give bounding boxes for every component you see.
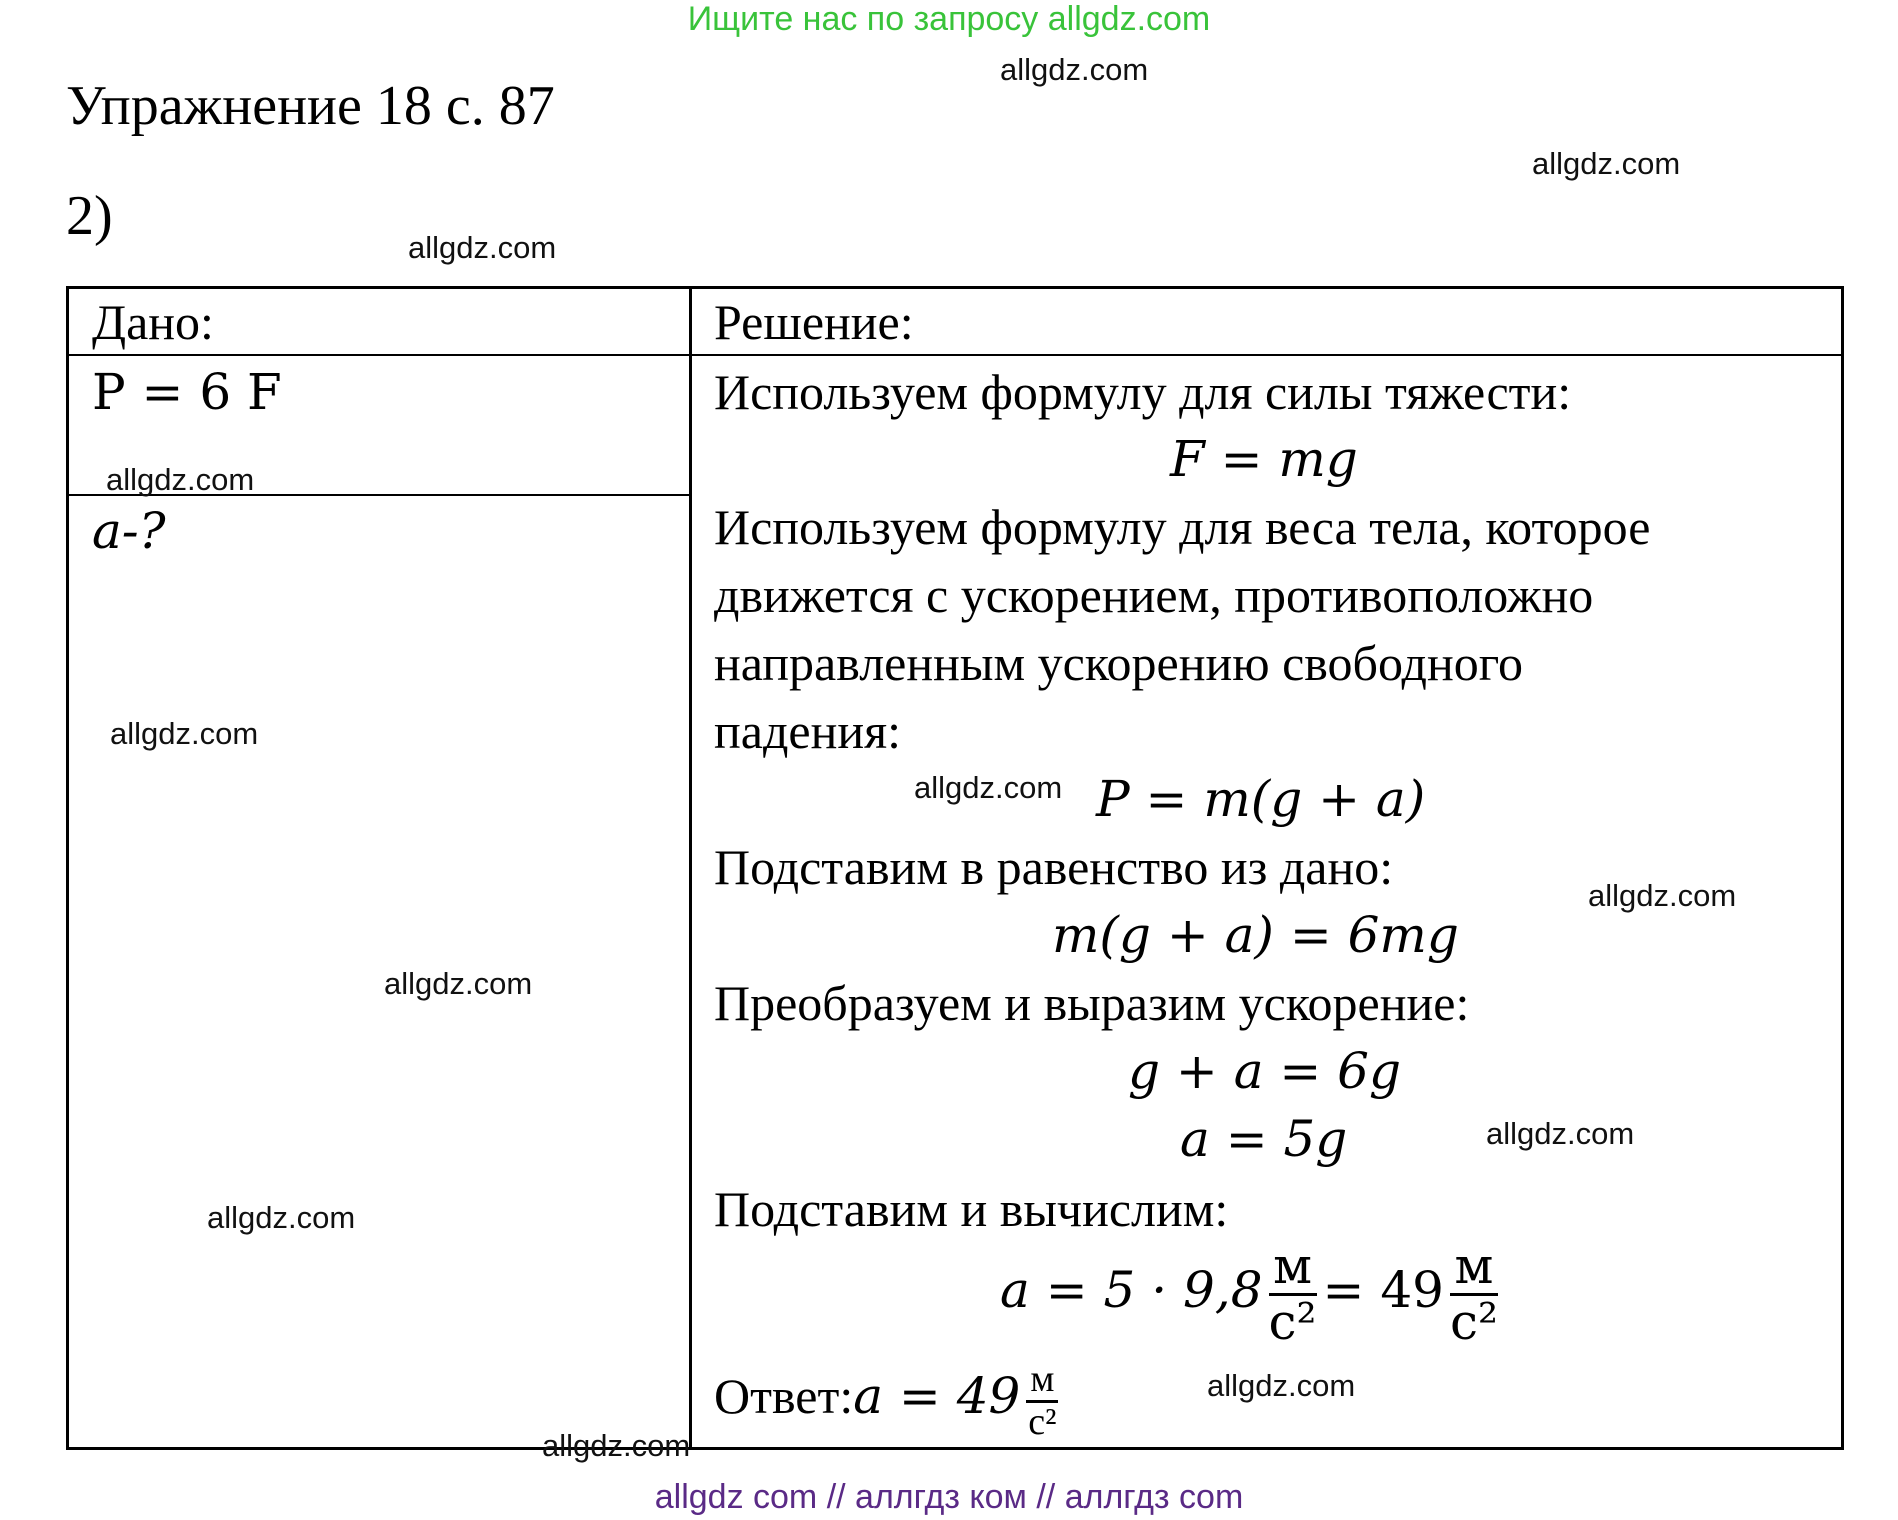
watermark: allgdz.com — [1532, 146, 1681, 181]
footer-links: allgdz com // аллгдз ком // аллгдз com — [654, 1478, 1244, 1516]
solution-line-2a: Используем формулу для веса тела, которое — [714, 499, 1651, 555]
equation-calculation — [1000, 1237, 1504, 1351]
unit-denominator: с² — [1449, 1292, 1499, 1351]
solution-line-2b: движется с ускорением, противоположно — [714, 567, 1594, 623]
part-label: 2) — [66, 185, 113, 247]
equation-gravity: F = mg — [1170, 430, 1358, 488]
unit-numerator: м — [1026, 1360, 1058, 1403]
top-banner: Ищите нас по запросу allgdz.com — [687, 0, 1211, 38]
watermark: allgdz.com — [1000, 52, 1149, 87]
watermark: allgdz.com — [106, 462, 255, 497]
calc-result: = 49 — [1322, 1261, 1444, 1319]
watermark: allgdz.com — [408, 230, 557, 265]
watermark: allgdz.com — [542, 1428, 691, 1463]
page-title: Упражнение 18 с. 87 — [66, 75, 555, 137]
calc-left: a = 5 · 9,8 — [1000, 1261, 1263, 1319]
watermark: allgdz.com — [1486, 1116, 1635, 1151]
unit-fraction — [1449, 1237, 1499, 1351]
solution-line-2d: падения: — [714, 703, 901, 759]
equation-rearranged: g + a = 6g — [1128, 1042, 1401, 1100]
header-divider — [66, 354, 1844, 356]
given-header: Дано: — [92, 294, 214, 350]
solution-line-3: Подставим в равенство из дано: — [714, 839, 1394, 895]
equation-weight: P = m(g + a) — [1096, 770, 1426, 828]
watermark: allgdz.com — [384, 966, 533, 1001]
given-value: P = 6 F — [92, 363, 282, 421]
unknown-quantity: a-? — [92, 502, 166, 560]
unit-fraction — [1268, 1237, 1317, 1351]
solution-line-4: Преобразуем и выразим ускорение: — [714, 975, 1470, 1031]
unit-denominator: с² — [1028, 1400, 1057, 1443]
watermark: allgdz.com — [914, 770, 1063, 805]
watermark: allgdz.com — [110, 716, 259, 751]
answer-unit-fraction — [1026, 1360, 1058, 1443]
solution-line-2c: направленным ускорению свободного — [714, 635, 1524, 691]
column-divider — [689, 286, 692, 1450]
equation-acceleration: a = 5g — [1180, 1110, 1348, 1168]
unit-denominator: с² — [1268, 1292, 1317, 1351]
answer-line — [714, 1360, 1064, 1443]
unit-numerator: м — [1269, 1240, 1317, 1296]
watermark: allgdz.com — [1588, 878, 1737, 913]
solution-header: Решение: — [714, 294, 914, 350]
watermark: allgdz.com — [207, 1200, 356, 1235]
watermark: allgdz.com — [1207, 1368, 1356, 1403]
equation-substituted: m(g + a) = 6mg — [1052, 906, 1459, 964]
unit-numerator: м — [1450, 1240, 1498, 1296]
answer-label: Ответ: — [714, 1367, 854, 1424]
solution-line-5: Подставим и вычислим: — [714, 1181, 1229, 1237]
solution-line-1: Используем формулу для силы тяжести: — [714, 364, 1572, 420]
answer-value: a = 49 — [853, 1366, 1021, 1425]
